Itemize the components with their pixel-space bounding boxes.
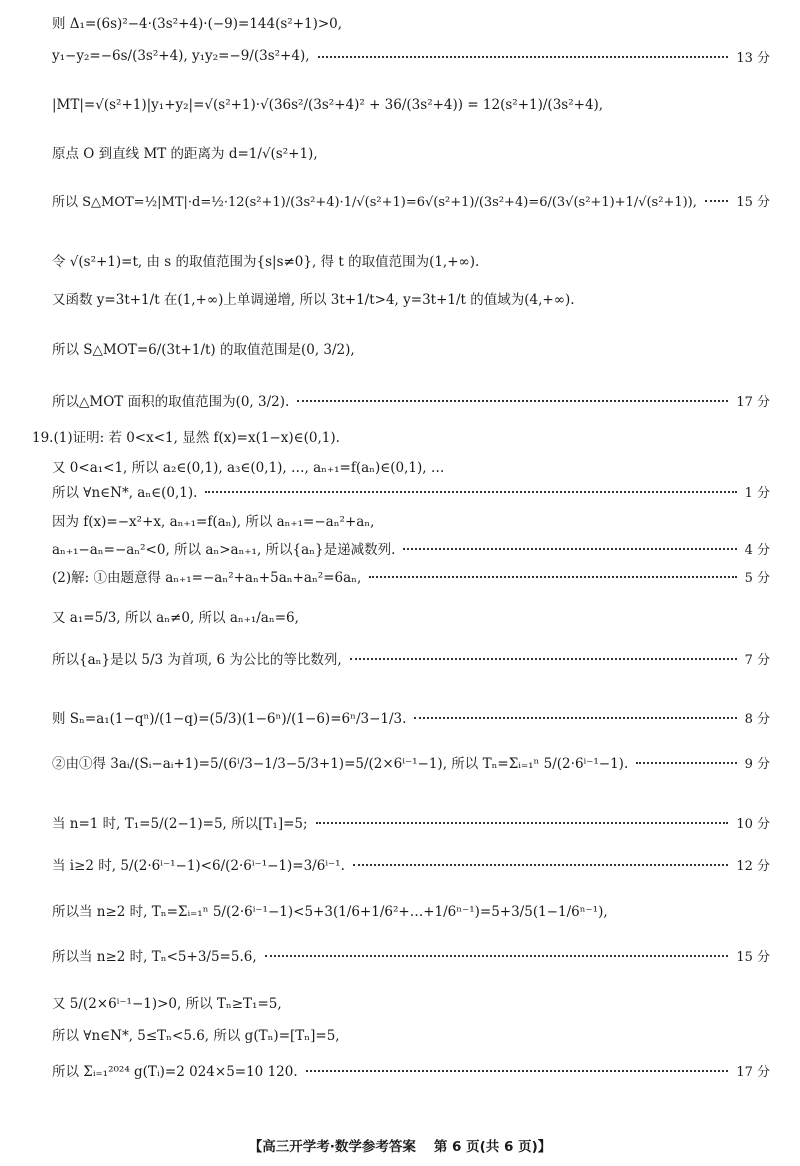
solution-line xyxy=(0,538,800,558)
solution-line xyxy=(0,566,800,586)
line-text: 因为 f(x)=−x²+x, aₙ₊₁=f(aₙ), 所以 aₙ₊₁=−aₙ²+aₙ, xyxy=(52,514,375,530)
line-text: 又函数 y=3t+1/t 在(1,+∞)上单调递增, 所以 3t+1/t>4, y=3t+1/t 的值域为(4,+∞). xyxy=(52,292,575,308)
dot-leader xyxy=(350,657,737,660)
line-text: 又 5/(2×6ⁱ⁻¹−1)>0, 所以 Tₙ≥T₁=5, xyxy=(52,996,282,1012)
page-footer xyxy=(0,1135,800,1155)
solution-line xyxy=(0,900,800,920)
footer-title: 【高三开学考·数学参考答案 xyxy=(248,1139,416,1155)
solution-line xyxy=(0,510,800,530)
dot-leader xyxy=(369,575,736,578)
line-text: 则 Δ₁=(6s)²−4·(3s²+4)·(−9)=144(s²+1)>0, xyxy=(52,16,343,32)
line-text: 又 a₁=5/3, 所以 aₙ≠0, 所以 aₙ₊₁/aₙ=6, xyxy=(52,610,299,626)
solution-line xyxy=(0,142,800,162)
line-text: ②由①得 3aᵢ/(Sᵢ−aᵢ+1)=5/(6ⁱ/3−1/3−5/3+1)=5/(2×6ⁱ⁻¹−1), 所以 Tₙ=Σᵢ₌₁ⁿ 5/(2·6ⁱ⁻¹−1). xyxy=(52,756,629,772)
line-text: 所以当 n≥2 时, Tₙ<5+3/5=5.6, xyxy=(52,949,257,965)
solution-line xyxy=(0,1024,800,1044)
solution-line xyxy=(0,707,800,727)
solution-line xyxy=(0,456,800,476)
line-text: 当 n=1 时, T₁=5/(2−1)=5, 所以[T₁]=5; xyxy=(52,816,308,832)
dot-leader xyxy=(265,954,729,957)
solution-line xyxy=(0,338,800,358)
score-mark: 4 分 xyxy=(744,542,770,558)
score-mark: 12 分 xyxy=(736,858,770,874)
line-text: 又 0<a₁<1, 所以 a₂∈(0,1), a₃∈(0,1), …, aₙ₊₁=f(aₙ)∈(0,1), … xyxy=(52,460,445,476)
dot-leader xyxy=(318,55,729,58)
line-text: |MT|=√(s²+1)|y₁+y₂|=√(s²+1)·√(36s²/(3s²+4)² + 36/(3s²+4)) = 12(s²+1)/(3s²+4), xyxy=(52,97,604,113)
line-text: 当 i≥2 时, 5/(2·6ⁱ⁻¹−1)<6/(2·6ⁱ⁻¹−1)=3/6ⁱ⁻¹. xyxy=(52,858,345,874)
solution-line xyxy=(0,250,800,270)
dot-leader xyxy=(306,1069,729,1072)
score-mark: 17 分 xyxy=(736,1064,770,1080)
solution-line xyxy=(0,606,800,626)
score-mark: 7 分 xyxy=(744,652,770,668)
solution-line xyxy=(0,12,800,32)
score-mark: 5 分 xyxy=(744,570,770,586)
line-text: y₁−y₂=−6s/(3s²+4), y₁y₂=−9/(3s²+4), xyxy=(52,48,310,64)
solution-line xyxy=(0,95,800,115)
solution-line xyxy=(0,648,800,668)
line-text: 所以△MOT 面积的取值范围为(0, 3/2). xyxy=(52,394,290,410)
line-text: 则 Sₙ=a₁(1−qⁿ)/(1−q)=(5/3)(1−6ⁿ)/(1−6)=6ⁿ/3−1/3. xyxy=(52,711,407,727)
score-mark: 9 分 xyxy=(744,756,770,772)
score-mark: 1 分 xyxy=(744,485,770,501)
dot-leader xyxy=(403,547,736,550)
dot-leader xyxy=(353,863,728,866)
solution-line xyxy=(0,288,800,308)
line-text: 所以 S△MOT=6/(3t+1/t) 的取值范围是(0, 3/2), xyxy=(52,342,355,358)
score-mark: 15 分 xyxy=(736,194,770,210)
score-mark: 10 分 xyxy=(736,816,770,832)
line-text: (2)解: ①由题意得 aₙ₊₁=−aₙ²+aₙ+5aₙ+aₙ²=6aₙ, xyxy=(52,570,362,586)
line-text: 原点 O 到直线 MT 的距离为 d=1/√(s²+1), xyxy=(52,146,318,162)
line-text: 所以{aₙ}是以 5/3 为首项, 6 为公比的等比数列, xyxy=(52,652,342,668)
dot-leader xyxy=(636,761,736,764)
solution-line xyxy=(0,46,800,66)
question-header-line xyxy=(0,426,800,446)
dot-leader xyxy=(297,399,728,402)
score-mark: 15 分 xyxy=(736,949,770,965)
line-text: 所以当 n≥2 时, Tₙ=Σᵢ₌₁ⁿ 5/(2·6ⁱ⁻¹−1)<5+3(1/6+1/6²+…+1/6ⁿ⁻¹)=5+3/5(1−1/6ⁿ⁻¹), xyxy=(52,904,608,920)
line-text: 令 √(s²+1)=t, 由 s 的取值范围为{s|s≠0}, 得 t 的取值范围为(1,+∞). xyxy=(52,254,480,270)
solution-line xyxy=(0,854,800,874)
line-text: 所以 ∀n∈N*, aₙ∈(0,1). xyxy=(52,485,198,501)
score-mark: 13 分 xyxy=(736,50,770,66)
line-text: 19.(1)证明: 若 0<x<1, 显然 f(x)=x(1−x)∈(0,1). xyxy=(32,430,340,446)
solution-line xyxy=(0,481,800,501)
dot-leader xyxy=(316,821,729,824)
score-mark: 17 分 xyxy=(736,394,770,410)
solution-line xyxy=(0,390,800,410)
dot-leader xyxy=(414,716,736,719)
line-text: 所以 ∀n∈N*, 5≤Tₙ<5.6, 所以 g(Tₙ)=[Tₙ]=5, xyxy=(52,1028,340,1044)
line-text: 所以 S△MOT=½|MT|·d=½·12(s²+1)/(3s²+4)·1/√(s²+1)=6√(s²+1)/(3s²+4)=6/(3√(s²+1)+1/√(s²+1)), xyxy=(52,194,697,210)
solution-line xyxy=(0,945,800,965)
solution-line xyxy=(0,1060,800,1080)
dot-leader xyxy=(205,490,736,493)
score-mark: 8 分 xyxy=(744,711,770,727)
solution-line xyxy=(0,812,800,832)
solution-line xyxy=(0,992,800,1012)
footer-page-number: 第 6 页(共 6 页)】 xyxy=(433,1139,552,1155)
line-text: 所以 Σᵢ₌₁²⁰²⁴ g(Tᵢ)=2 024×5=10 120. xyxy=(52,1064,298,1080)
solution-line xyxy=(0,190,800,210)
solution-line xyxy=(0,752,800,772)
dot-leader xyxy=(705,199,728,202)
line-text: aₙ₊₁−aₙ=−aₙ²<0, 所以 aₙ>aₙ₊₁, 所以{aₙ}是递减数列. xyxy=(52,542,396,558)
